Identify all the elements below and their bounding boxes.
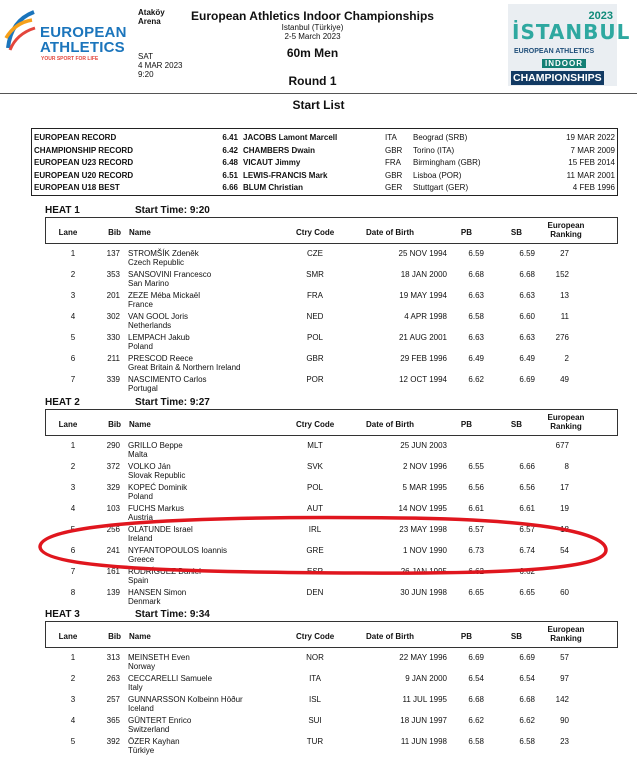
athlete-rank: 19 [560, 504, 569, 513]
athlete-dob: 2 NOV 1996 [402, 462, 447, 471]
athlete-country: Poland [128, 492, 153, 501]
athlete-dob: 4 APR 1998 [404, 312, 447, 321]
athlete-lane: 1 [70, 249, 76, 258]
athlete-lane: 4 [70, 312, 76, 321]
athlete-name: KOPEĆ Dominik [128, 483, 188, 492]
record-date: 4 FEB 1996 [572, 183, 615, 192]
record-holder: VICAUT Jimmy [243, 158, 301, 167]
athlete-pb: 6.54 [468, 674, 484, 683]
athlete-bib: 392 [106, 737, 120, 746]
athlete-name: VOLKO Ján [128, 462, 171, 471]
brand-org: EUROPEAN ATHLETICS [514, 48, 595, 55]
athlete-pb: 6.49 [468, 354, 484, 363]
athlete-sb: 6.68 [519, 695, 535, 704]
athlete-lane: 1 [70, 653, 76, 662]
athlete-pb: 6.65 [468, 588, 484, 597]
athlete-bib: 161 [106, 567, 120, 576]
athlete-dob: 25 NOV 1994 [398, 249, 447, 258]
athlete-row [45, 735, 618, 756]
athlete-dob: 14 NOV 1995 [398, 504, 447, 513]
athlete-pb: 6.62 [468, 567, 484, 576]
record-mark: 6.41 [222, 133, 238, 142]
athlete-sb: 6.56 [519, 483, 535, 492]
athlete-pb: 6.63 [468, 333, 484, 342]
athlete-country: Denmark [128, 597, 161, 606]
page-title: Start List [292, 98, 345, 112]
athlete-pb: 6.73 [468, 546, 484, 555]
record-date: 15 FEB 2014 [568, 158, 615, 167]
column-header-bib: Bib [108, 228, 121, 237]
athlete-ctry: MLT [307, 441, 323, 450]
athlete-dob: 9 JAN 2000 [405, 674, 447, 683]
athlete-name: GÜNTERT Enrico [128, 716, 192, 725]
session-day: SAT [138, 52, 153, 61]
athlete-rank: 677 [555, 441, 569, 450]
athlete-rank: 142 [555, 695, 569, 704]
column-header-name: Name [129, 632, 151, 641]
athlete-lane: 8 [70, 588, 76, 597]
athlete-country: Switzerland [128, 725, 170, 734]
athlete-ctry: POR [306, 375, 324, 384]
athlete-pb: 6.58 [468, 737, 484, 746]
athlete-dob: 1 NOV 1990 [402, 546, 447, 555]
athlete-name: SANSOVINI Francesco [128, 270, 212, 279]
athlete-pb: 6.59 [468, 249, 484, 258]
athlete-row [45, 523, 618, 544]
athlete-pb: 6.62 [468, 375, 484, 384]
championship-dates: 2-5 March 2023 [284, 32, 341, 41]
column-header-pb: PB [460, 632, 472, 641]
athlete-dob: 25 JUN 2003 [400, 441, 447, 450]
ranking-header-line1: European [547, 625, 585, 634]
athlete-ctry: NOR [306, 653, 324, 662]
athlete-bib: 256 [106, 525, 120, 534]
athlete-bib: 137 [106, 249, 120, 258]
athlete-ctry: POL [306, 483, 323, 492]
athlete-ctry: ESP [306, 567, 323, 576]
athlete-ctry: DEN [306, 588, 324, 597]
athlete-sb: 6.68 [519, 270, 535, 279]
record-row [32, 145, 617, 157]
european-athletics-logo [4, 6, 132, 66]
athlete-name: PRESCOD Reece [128, 354, 193, 363]
record-holder: LEWIS-FRANCIS Mark [243, 170, 328, 180]
athlete-country: Greece [128, 555, 155, 564]
column-header-dob: Date of Birth [366, 632, 414, 641]
athlete-row [45, 352, 618, 373]
athlete-sb: 6.65 [519, 588, 535, 597]
athlete-name: ZEZE Méba Mickaël [128, 291, 201, 300]
athlete-bib: 353 [106, 270, 120, 279]
athlete-rank: 17 [560, 483, 569, 492]
heat-start-time: Start Time: 9:34 [135, 609, 210, 620]
athlete-name: FUCHS Markus [128, 504, 185, 513]
athlete-ctry: CZE [307, 249, 323, 258]
record-row [32, 170, 617, 182]
athlete-country: Italy [128, 683, 143, 692]
ea-logo-line1: EUROPEAN [40, 24, 127, 41]
athlete-dob: 18 JAN 2000 [400, 270, 447, 279]
athlete-lane: 6 [70, 546, 76, 555]
column-header-sb: SB [510, 228, 522, 237]
column-header-ctry: Ctry Code [296, 420, 335, 429]
brand-indoor: INDOOR [542, 59, 586, 68]
athlete-ctry: POL [306, 333, 323, 342]
athlete-lane: 2 [70, 462, 76, 471]
athlete-name: NYFANTOPOULOS Ioannis [128, 546, 227, 555]
athlete-bib: 139 [106, 588, 120, 597]
record-cc: ITA [385, 133, 397, 142]
athlete-dob: 21 AUG 2001 [398, 333, 447, 342]
athlete-country: Norway [128, 662, 156, 671]
document-header [180, 10, 445, 88]
athlete-pb: 6.63 [468, 291, 484, 300]
athlete-swirl-icon [4, 8, 38, 52]
athlete-lane: 7 [70, 567, 76, 576]
record-mark: 6.42 [222, 145, 238, 155]
athlete-country: Austria [128, 513, 153, 522]
athlete-row [45, 502, 618, 523]
athlete-dob: 30 JUN 1998 [400, 588, 447, 597]
records-table [31, 128, 618, 196]
athlete-sb: 6.58 [519, 737, 535, 746]
athlete-dob: 5 MAR 1995 [402, 483, 447, 492]
athlete-dob: 11 JUL 1995 [402, 695, 447, 704]
athlete-ctry: ISL [308, 695, 321, 704]
session-date-value: 4 MAR 2023 [138, 61, 183, 70]
athlete-bib: 290 [106, 441, 120, 450]
athlete-country: France [128, 300, 153, 309]
athlete-country: Malta [128, 450, 148, 459]
athlete-rank: 276 [555, 333, 569, 342]
athlete-sb: 6.74 [519, 546, 535, 555]
athlete-bib: 103 [106, 504, 120, 513]
athlete-sb: 6.62 [519, 567, 535, 576]
athlete-country: Portugal [128, 384, 158, 393]
athlete-row [45, 481, 618, 502]
athlete-country: Slovak Republic [128, 471, 186, 480]
athlete-row [45, 331, 618, 352]
athlete-dob: 11 JUN 1998 [400, 737, 447, 746]
athlete-dob: 23 MAY 1998 [399, 525, 447, 534]
record-row [32, 157, 617, 169]
athlete-sb: 6.49 [519, 354, 535, 363]
athlete-rank: 57 [560, 653, 569, 662]
ranking-header-line1: European [547, 221, 585, 230]
athlete-country: Spain [128, 576, 149, 585]
record-cc: FRA [385, 158, 401, 167]
record-place: Birmingham (GBR) [413, 158, 481, 167]
column-header-name: Name [129, 420, 151, 429]
round-name: Round 1 [288, 74, 337, 88]
athlete-row [45, 460, 618, 481]
athlete-sb: 6.57 [519, 525, 535, 534]
column-header-sb: SB [510, 420, 522, 429]
record-place: Beograd (SRB) [413, 133, 468, 142]
record-date: 19 MAR 2022 [566, 133, 615, 142]
athlete-sb: 6.54 [519, 674, 535, 683]
heat-table-header [45, 217, 618, 244]
column-header-name: Name [129, 228, 151, 237]
athlete-sb: 6.66 [519, 462, 535, 471]
athlete-name: OLATUNDE Israel [128, 525, 193, 534]
record-row [32, 132, 617, 144]
athlete-pb: 6.68 [468, 270, 484, 279]
athlete-country: Great Britain & Northern Ireland [128, 363, 241, 372]
column-header-pb: PB [460, 420, 472, 429]
athlete-ctry: SUI [308, 716, 322, 725]
athlete-bib: 372 [106, 462, 120, 471]
athlete-lane: 2 [70, 270, 76, 279]
ranking-header-line2: Ranking [550, 422, 582, 431]
athlete-name: ÖZER Kayhan [128, 737, 180, 746]
athlete-dob: 19 MAY 1994 [399, 291, 447, 300]
record-mark: 6.66 [222, 183, 238, 192]
athlete-lane: 4 [70, 716, 76, 725]
athlete-lane: 3 [70, 483, 76, 492]
athlete-bib: 365 [106, 716, 120, 725]
athlete-ctry: SVK [306, 462, 323, 471]
athlete-pb: 6.58 [468, 312, 484, 321]
athlete-rank: 152 [555, 270, 569, 279]
brand-championships: CHAMPIONSHIPS [513, 72, 602, 84]
athlete-rank: 60 [560, 588, 569, 597]
athlete-dob: 12 OCT 1994 [399, 375, 447, 384]
athlete-bib: 263 [106, 674, 120, 683]
athlete-lane: 4 [70, 504, 76, 513]
athlete-pb: 6.69 [468, 653, 484, 662]
column-header-pb: PB [460, 228, 472, 237]
athlete-row [45, 268, 618, 289]
athlete-pb: 6.61 [468, 504, 484, 513]
column-header-ranking [536, 625, 596, 643]
athlete-row [45, 289, 618, 310]
athlete-name: RODRÍGUEZ Daniel [128, 567, 201, 576]
athlete-row [45, 672, 618, 693]
record-name: CHAMPIONSHIP RECORD [34, 145, 133, 155]
athlete-row [45, 714, 618, 735]
column-header-ctry: Ctry Code [296, 632, 335, 641]
athlete-sb: 6.63 [519, 291, 535, 300]
heat-title: HEAT 1 [45, 205, 80, 216]
athlete-country: Iceland [128, 704, 154, 713]
record-date: 11 MAR 2001 [566, 170, 615, 180]
athlete-pb: 6.68 [468, 695, 484, 704]
column-header-bib: Bib [108, 420, 121, 429]
athlete-ctry: TUR [306, 737, 324, 746]
heat-table-header [45, 409, 618, 436]
ranking-header-line2: Ranking [550, 230, 582, 239]
heat-start-time: Start Time: 9:27 [135, 397, 210, 408]
athlete-lane: 6 [70, 354, 76, 363]
session-time: 9:20 [138, 70, 154, 79]
heat-title: HEAT 3 [45, 609, 80, 620]
athlete-rank: 11 [560, 312, 569, 321]
record-holder: BLUM Christian [243, 183, 303, 192]
heat-table-header [45, 621, 618, 648]
athlete-country: Poland [128, 342, 153, 351]
athlete-sb: 6.63 [519, 333, 535, 342]
record-date: 7 MAR 2009 [570, 145, 615, 155]
record-cc: GBR [385, 170, 403, 180]
column-header-dob: Date of Birth [366, 228, 414, 237]
record-place: Stuttgart (GER) [413, 183, 469, 192]
athlete-row [45, 544, 618, 565]
istanbul-2023-logo [508, 4, 631, 86]
heat-start-time: Start Time: 9:20 [135, 205, 210, 216]
athlete-lane: 3 [70, 695, 76, 704]
athlete-dob: 29 FEB 1996 [400, 354, 447, 363]
session-date [138, 52, 182, 79]
heat-title: HEAT 2 [45, 397, 80, 408]
athlete-ctry: NED [306, 312, 324, 321]
column-header-ranking [536, 413, 596, 431]
athlete-row [45, 373, 618, 394]
record-cc: GBR [385, 145, 403, 155]
record-name: EUROPEAN U23 RECORD [34, 158, 134, 167]
athlete-row [45, 693, 618, 714]
athlete-row [45, 565, 618, 586]
athlete-rank: 90 [560, 716, 569, 725]
athlete-bib: 339 [106, 375, 120, 384]
athlete-name: CECCARELLI Samuele [128, 674, 213, 683]
ea-logo-line2: ATHLETICS [40, 39, 125, 56]
athlete-name: STROMŠÍK Zdeněk [128, 249, 199, 258]
athlete-rank: 13 [560, 291, 569, 300]
athlete-rank: 54 [560, 546, 569, 555]
record-place: Lisboa (POR) [413, 170, 462, 180]
athlete-lane: 3 [70, 291, 76, 300]
athlete-name: LEMPACH Jakub [128, 333, 190, 342]
athlete-pb: 6.55 [468, 462, 484, 471]
athlete-rank: 8 [564, 462, 569, 471]
athlete-row [45, 651, 618, 672]
brand-city: İSTANBUL [512, 20, 631, 44]
athlete-sb: 6.69 [519, 653, 535, 662]
column-header-lane: Lane [58, 420, 78, 429]
record-cc: GER [385, 183, 403, 192]
column-header-lane: Lane [58, 632, 78, 641]
column-header-lane: Lane [58, 228, 78, 237]
athlete-bib: 257 [106, 695, 120, 704]
athlete-rank: 49 [560, 375, 569, 384]
record-name: EUROPEAN U18 BEST [34, 183, 120, 192]
venue-line1: Ataköy [138, 8, 165, 17]
athlete-country: Czech Republic [128, 258, 185, 267]
athlete-name: MEINSETH Even [128, 653, 190, 662]
athlete-bib: 302 [106, 312, 120, 321]
athlete-row [45, 247, 618, 268]
athlete-sb: 6.60 [519, 312, 535, 321]
athlete-row [45, 310, 618, 331]
column-header-ranking [536, 221, 596, 239]
athlete-pb: 6.57 [468, 525, 484, 534]
athlete-name: NASCIMENTO Carlos [128, 375, 207, 384]
athlete-country: Türkiye [128, 746, 155, 755]
athlete-lane: 7 [70, 375, 76, 384]
athlete-ctry: IRL [308, 525, 322, 534]
athlete-ctry: AUT [307, 504, 323, 513]
athlete-ctry: SMR [306, 270, 324, 279]
athlete-dob: 26 JAN 1995 [400, 567, 447, 576]
column-header-dob: Date of Birth [366, 420, 414, 429]
athlete-bib: 211 [107, 354, 120, 363]
venue-line2: Arena [138, 17, 161, 26]
athlete-bib: 241 [106, 546, 120, 555]
championship-city: Istanbul (Türkiye) [281, 23, 344, 32]
athlete-sb: 6.62 [519, 716, 535, 725]
athlete-bib: 330 [106, 333, 120, 342]
header-divider [0, 93, 637, 94]
athlete-sb: 6.61 [519, 504, 535, 513]
athlete-ctry: GBR [306, 354, 324, 363]
athlete-bib: 201 [106, 291, 120, 300]
athlete-sb: 6.59 [519, 249, 535, 258]
athlete-lane: 5 [70, 737, 76, 746]
athlete-bib: 329 [106, 483, 120, 492]
athlete-name: GUNNARSSON Kolbeinn Höður [128, 695, 243, 704]
athlete-country: Netherlands [128, 321, 172, 330]
athlete-lane: 2 [70, 674, 76, 683]
brand-year: 2023 [588, 10, 613, 22]
record-mark: 6.48 [222, 158, 238, 167]
athlete-dob: 22 MAY 1996 [399, 653, 447, 662]
event-name: 60m Men [286, 46, 339, 60]
athlete-name: VAN GOOL Joris [128, 312, 189, 321]
record-name: EUROPEAN RECORD [34, 133, 117, 142]
athlete-bib: 313 [106, 653, 120, 662]
athlete-pb: 6.62 [468, 716, 484, 725]
record-row [32, 182, 617, 194]
venue [138, 8, 165, 26]
athlete-name: HANSEN Simon [128, 588, 187, 597]
athlete-country: San Marino [128, 279, 169, 288]
record-mark: 6.51 [222, 170, 238, 180]
athlete-name: GRILLO Beppe [128, 441, 183, 450]
athlete-rank: 23 [560, 737, 569, 746]
athlete-lane: 5 [70, 525, 76, 534]
athlete-dob: 18 JUN 1997 [400, 716, 447, 725]
record-place: Torino (ITA) [413, 145, 455, 155]
record-holder: JACOBS Lamont Marcell [243, 133, 338, 142]
column-header-bib: Bib [108, 632, 121, 641]
athlete-row [45, 439, 618, 460]
athlete-ctry: FRA [307, 291, 323, 300]
record-name: EUROPEAN U20 RECORD [34, 170, 134, 180]
athlete-pb: 6.56 [468, 483, 484, 492]
athlete-sb: 6.69 [519, 375, 535, 384]
ranking-header-line1: European [547, 413, 585, 422]
athlete-lane: 5 [70, 333, 76, 342]
ranking-header-line2: Ranking [550, 634, 582, 643]
column-header-sb: SB [510, 632, 522, 641]
record-holder: CHAMBERS Dwain [243, 145, 316, 155]
athlete-rank: 97 [560, 674, 569, 683]
athlete-ctry: ITA [309, 674, 321, 683]
athlete-rank: 18 [560, 525, 569, 534]
championship-title: European Athletics Indoor Championships [191, 9, 434, 23]
athlete-ctry: GRE [306, 546, 324, 555]
athlete-country: Ireland [128, 534, 153, 543]
athlete-row [45, 586, 618, 607]
ea-logo-tagline: YOUR SPORT FOR LIFE [41, 56, 99, 62]
athlete-rank: 27 [560, 249, 569, 258]
athlete-rank: 2 [564, 354, 569, 363]
column-header-ctry: Ctry Code [296, 228, 335, 237]
athlete-lane: 1 [70, 441, 76, 450]
